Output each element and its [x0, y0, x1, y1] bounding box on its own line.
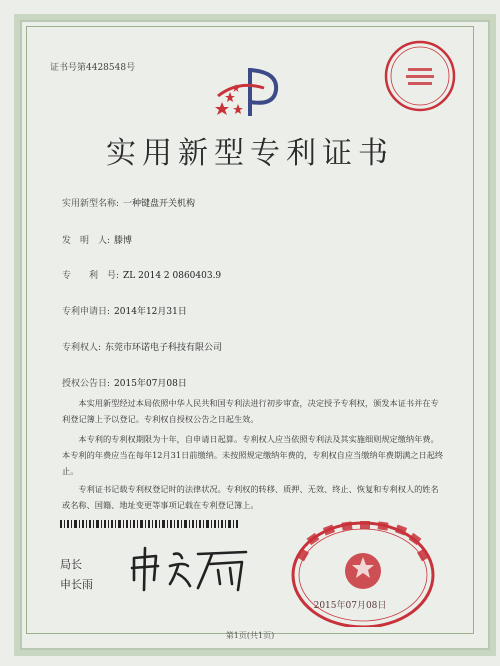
field-inventor: [62, 233, 132, 246]
paragraph-grant: 本实用新型经过本局依照中华人民共和国专利法进行初步审查，决定授予专利权，颁发本证书并在专利登记簿上予以登记。专利权自授权公告之日起生效。: [62, 398, 439, 424]
field-patent-number: [62, 268, 221, 281]
inventor-value: 滕博: [114, 236, 133, 246]
field-model-name: [62, 196, 195, 209]
certificate-number: 证书号第4428548号: [50, 63, 136, 73]
grant-date-label: 授权公告日:: [62, 379, 111, 389]
inventor-label: 发 明 人:: [62, 236, 111, 246]
model-name-label: 实用新型名称:: [62, 199, 120, 209]
field-patent-holder: [62, 340, 222, 353]
certificate-title: 实用新型专利证书: [106, 136, 394, 171]
director-title: 局长: [60, 558, 82, 571]
patent-number-label: 专 利 号:: [62, 271, 120, 281]
field-grant-date: [62, 376, 187, 389]
grant-date-value: 2015年07月08日: [114, 379, 187, 389]
signature-icon: [126, 540, 256, 600]
director-name: 申长雨: [60, 578, 93, 591]
page-number: 第1页(共1页): [225, 631, 275, 640]
paragraph-term: 本专利的专利权期限为十年，自申请日起算。专利权人应当依照专利法及其实施细则规定缴纳年费。本专利的年费应当在每年12月31日前缴纳。未按照规定缴纳年费的，专利权自应当缴纳年费期满之日起终止。: [62, 434, 444, 476]
barcode-icon: [60, 520, 238, 528]
paragraph-status: 专利证书记载专利权登记时的法律状况。专利权的转移、质押、无效、终止、恢复和专利权人的姓名或名称、国籍、地址变更等事项记载在专利登记簿上。: [62, 484, 439, 510]
patent-holder-label: 专利权人:: [62, 343, 102, 353]
seal-date: 2015年07月08日: [313, 601, 387, 611]
filing-date-label: 专利申请日:: [62, 307, 111, 317]
patent-holder-value: 东莞市环诺电子科技有限公司: [105, 343, 223, 353]
circular-seal-icon: [382, 38, 458, 114]
model-name-value: 一种键盘开关机构: [123, 199, 196, 209]
filing-date-value: 2014年12月31日: [114, 307, 187, 317]
field-filing-date: [62, 304, 187, 317]
sipo-logo-icon: [208, 62, 288, 122]
patent-number-value: ZL 2014 2 0860403.9: [123, 271, 222, 281]
